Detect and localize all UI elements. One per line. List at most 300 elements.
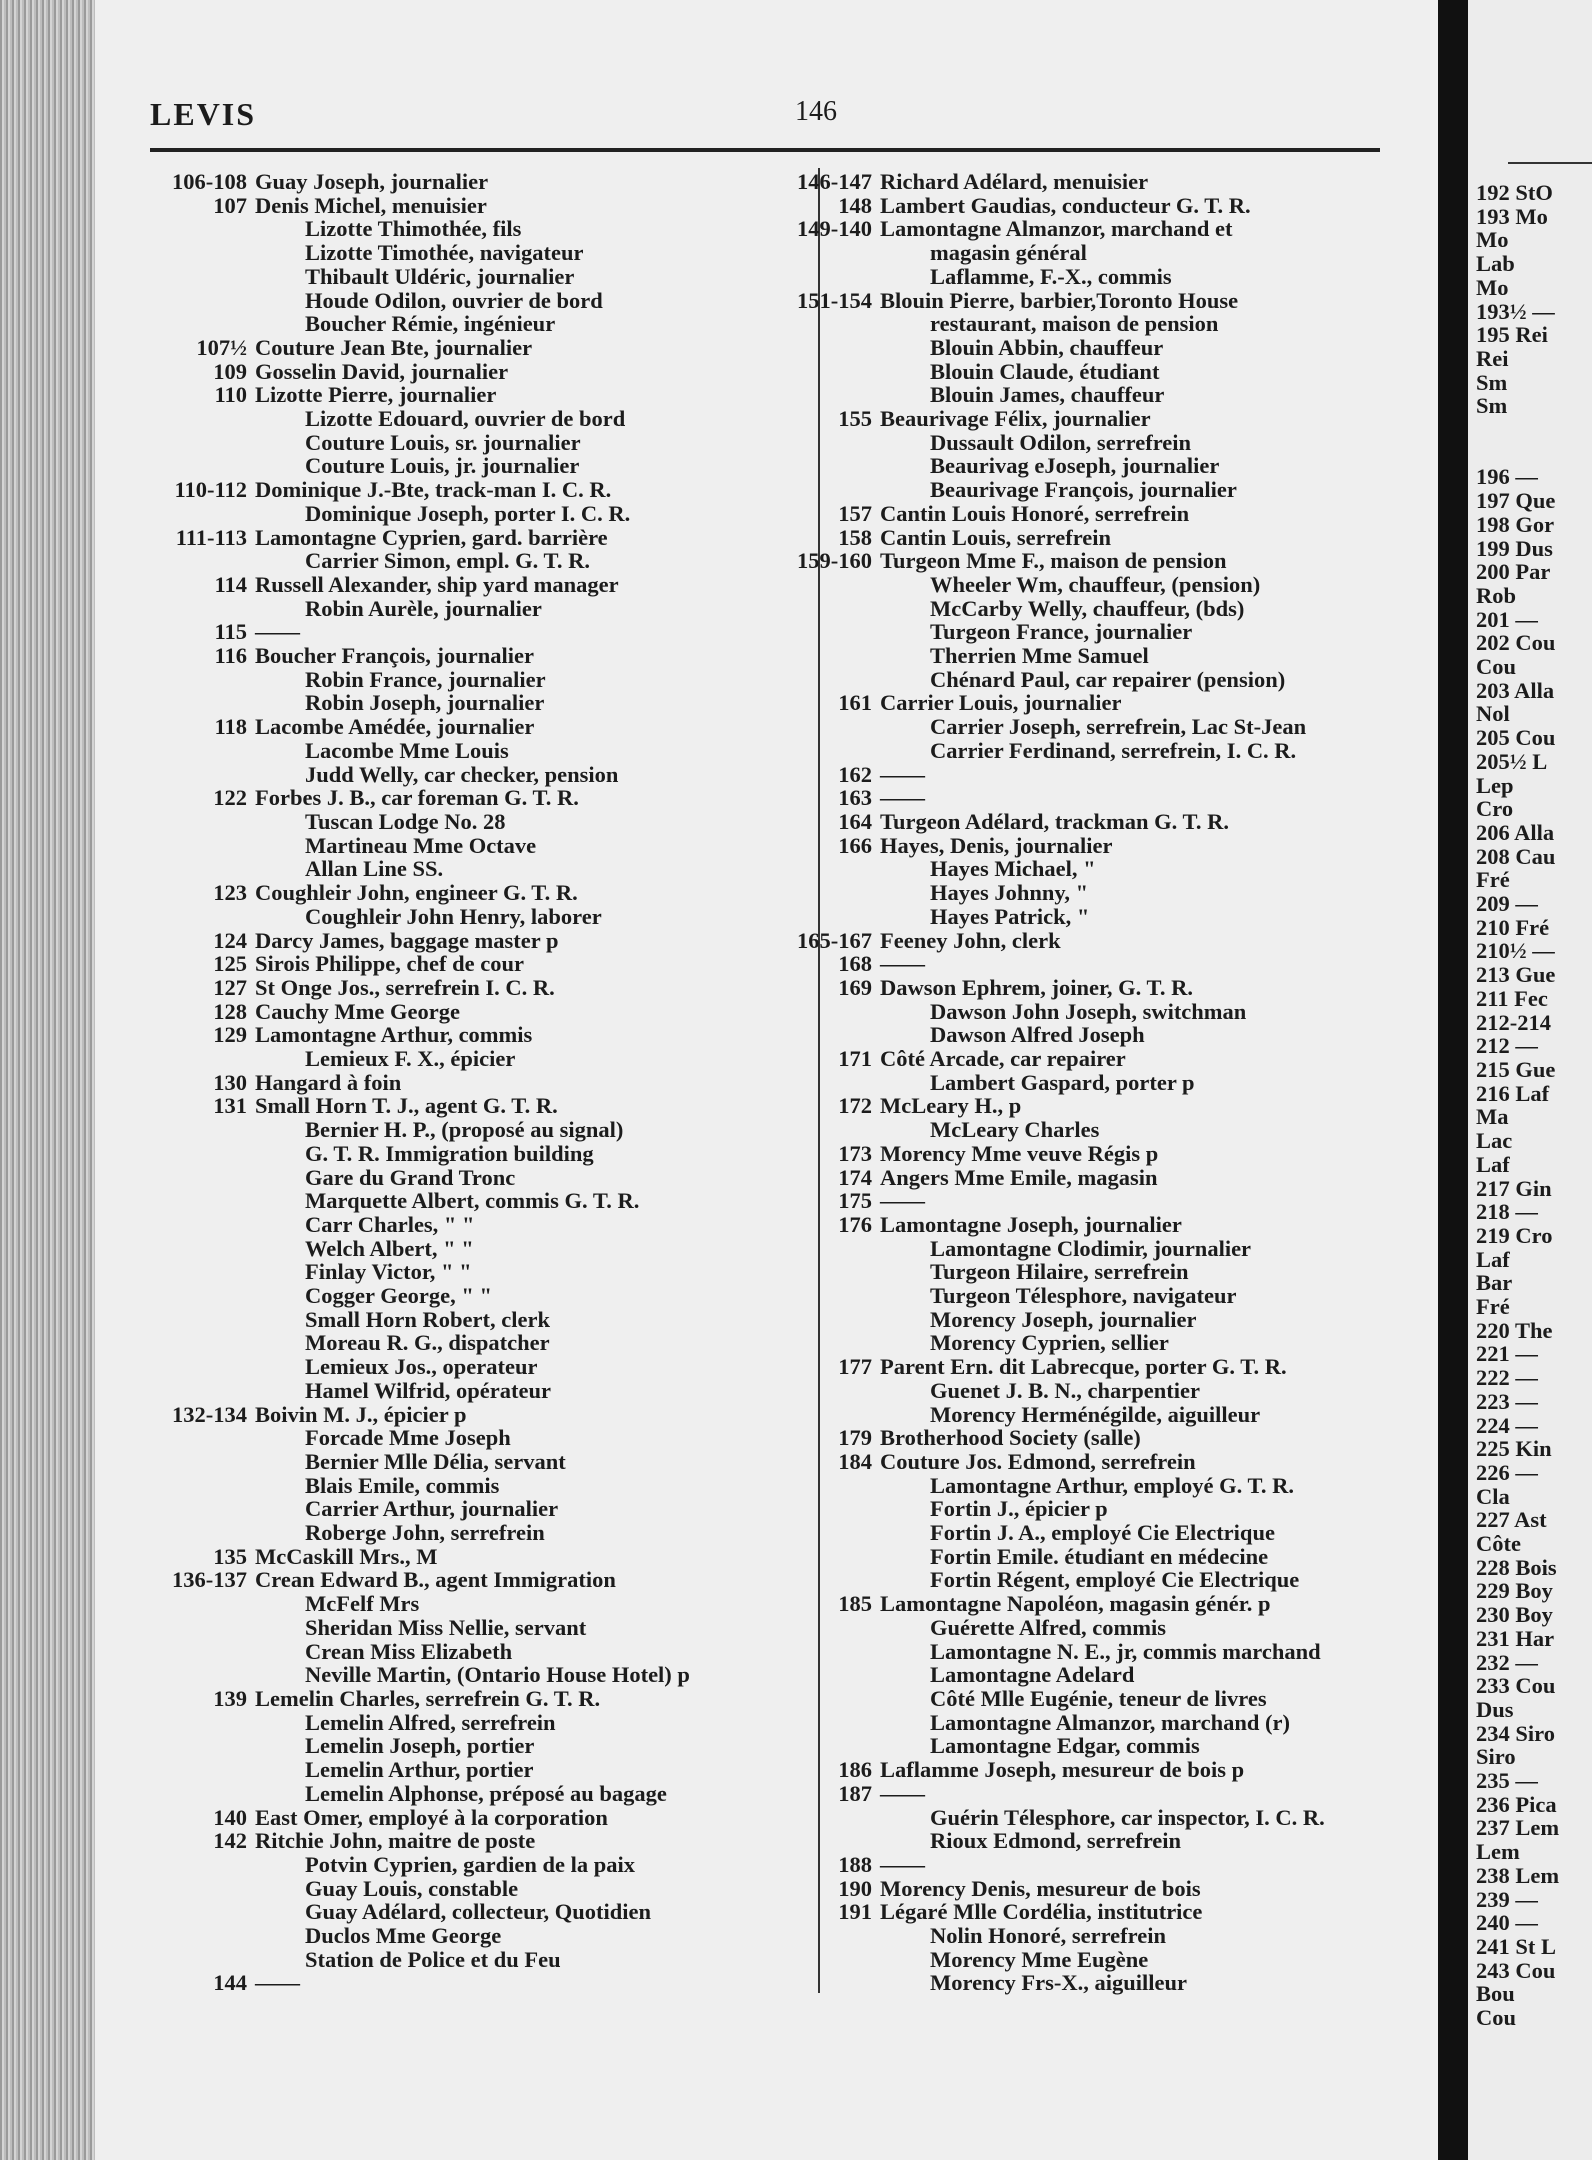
facing-page-entry: 219 Cro [1476, 1222, 1553, 1248]
entry-text: Moreau R. G., dispatcher [305, 1330, 550, 1356]
entry-text: Morency Herménégilde, aiguilleur [930, 1401, 1261, 1427]
entry-text: Hayes Michael, " [930, 856, 1096, 882]
directory-entry [255, 454, 815, 478]
entry-text: Sheridan Miss Nellie, servant [305, 1614, 587, 1640]
directory-entry [255, 1331, 815, 1355]
entry-text: Lizotte Timothée, navigateur [305, 240, 584, 266]
directory-entry [213, 1022, 815, 1048]
facing-page-entry: 208 Cau [1476, 843, 1556, 869]
directory-entry [214, 643, 815, 669]
directory-entry [838, 500, 1440, 526]
entry-text: Lemieux Jos., operateur [305, 1354, 538, 1380]
directory-entry [255, 1758, 815, 1782]
entry-text: Beaurivage François, journalier [930, 477, 1237, 503]
entry-text: Laflamme Joseph, mesureur de bois p [880, 1757, 1245, 1783]
street-number: 115 [214, 619, 247, 645]
facing-page-entry: 213 Gue [1476, 962, 1556, 988]
facing-page-entry: 221 — [1476, 1341, 1538, 1367]
facing-page-entry: 236 Pica [1476, 1791, 1557, 1817]
entry-text: Robin Aurèle, journalier [305, 595, 542, 621]
entry-text: Fortin J. A., employé Cie Electrique [930, 1520, 1275, 1546]
directory-entry [880, 1237, 1440, 1261]
entry-text: Carrier Ferdinand, serrefrein, I. C. R. [930, 737, 1297, 763]
street-number: 159-160 [797, 548, 872, 574]
directory-entry [880, 597, 1440, 621]
entry-text: Lacombe Amédée, journalier [255, 714, 535, 740]
entry-text: restaurant, maison de pension [930, 311, 1219, 337]
directory-entry [797, 548, 1440, 574]
entry-text: Morency Joseph, journalier [930, 1306, 1197, 1332]
street-number: 106-108 [172, 169, 247, 194]
entry-text: Rioux Edmond, serrefrein [930, 1828, 1182, 1854]
entry-text: Boivin M. J., épicier p [255, 1401, 467, 1427]
street-number: 136-137 [172, 1567, 247, 1593]
entry-text: McCarby Welly, chauffeur, (bds) [930, 595, 1245, 621]
facing-page-entry: Siro [1476, 1744, 1516, 1770]
directory-entry [838, 192, 1440, 218]
directory-entry [255, 1853, 815, 1877]
facing-page-entry: 195 Rei [1476, 322, 1548, 348]
directory-entry [880, 739, 1440, 763]
facing-page-entry: 230 Boy [1476, 1602, 1553, 1628]
directory-entry [880, 881, 1440, 905]
entry-text: Carr Charles, " " [305, 1211, 475, 1237]
facing-page-entry: 224 — [1476, 1412, 1538, 1438]
directory-entry [255, 407, 815, 431]
directory-entry [880, 1023, 1440, 1047]
entry-text: Cauchy Mme George [255, 998, 460, 1024]
entry-text: Côté Arcade, car repairer [880, 1046, 1126, 1072]
street-number: 191 [838, 1899, 872, 1925]
directory-entry [797, 927, 1440, 953]
directory-entry [255, 549, 815, 573]
entry-text: Small Horn Robert, clerk [305, 1306, 550, 1332]
directory-entry [213, 1093, 815, 1119]
directory-entry [172, 1567, 815, 1593]
directory-entry [880, 1545, 1440, 1569]
entry-text: Guay Adélard, collecteur, Quotidien [305, 1899, 652, 1925]
directory-entry [880, 1568, 1440, 1592]
street-number: 165-167 [797, 927, 872, 953]
facing-page-entries [1476, 181, 1559, 2030]
directory-entry [880, 1971, 1440, 1995]
facing-page-entry: 198 Gor [1476, 511, 1555, 537]
street-number: 168 [838, 951, 872, 977]
street-number: 132-134 [172, 1401, 247, 1427]
book-page-edges [0, 0, 95, 2160]
entry-text: Coughleir John Henry, laborer [305, 903, 602, 929]
entry-text: Bernier Mlle Délia, servant [305, 1448, 566, 1474]
street-number: 175 [838, 1188, 872, 1214]
entry-text: Boucher Rémie, ingénieur [305, 311, 556, 337]
directory-entry [255, 668, 815, 692]
entry-text: Dawson John Joseph, switchman [930, 998, 1247, 1024]
directory-entry [880, 1000, 1440, 1024]
entry-text: Beaurivag eJoseph, journalier [930, 453, 1220, 479]
street-number: 158 [838, 524, 872, 550]
facing-page-entry: 220 The [1476, 1317, 1553, 1343]
street-number: 114 [214, 571, 247, 597]
directory-entry [838, 974, 1440, 1000]
directory-entry [838, 1046, 1440, 1072]
entry-text: Lamontagne N. E., jr, commis marchand [930, 1638, 1321, 1664]
street-number: 176 [838, 1211, 872, 1237]
facing-page-entry: 217 Gin [1476, 1175, 1552, 1201]
street-number: 110 [214, 382, 247, 408]
entry-text: Hangard à foin [255, 1069, 402, 1095]
street-number: 107½ [196, 334, 247, 360]
facing-page-entry [1476, 418, 1559, 442]
entry-text: Lamontagne Almanzor, marchand (r) [930, 1709, 1290, 1735]
directory-entry [213, 785, 815, 811]
facing-page-fragment [1468, 0, 1592, 2160]
directory-entry [255, 834, 815, 858]
street-number: 179 [838, 1425, 872, 1451]
entry-text: Martineau Mme Octave [305, 832, 537, 858]
entry-text: Blouin Pierre, barbier,Toronto House [880, 287, 1239, 313]
entry-text: Lemelin Charles, serrefrein G. T. R. [255, 1686, 601, 1711]
directory-entry [255, 502, 815, 526]
entry-text: Russell Alexander, ship yard manager [255, 571, 619, 597]
facing-page-entry: 229 Boy [1476, 1578, 1553, 1604]
facing-page-entry: Sm [1476, 369, 1508, 395]
directory-entry [880, 668, 1440, 692]
directory-entry [880, 360, 1440, 384]
entry-text: Gosselin David, journalier [255, 358, 509, 384]
entry-text: —— [255, 1970, 300, 1996]
street-number: 149-140 [797, 216, 872, 242]
entry-text: Lamontagne Arthur, commis [255, 1022, 533, 1048]
entry-text: Lacombe Mme Louis [305, 737, 509, 763]
entry-text: Lamontagne Almanzor, marchand et [880, 216, 1233, 242]
entry-text: Blouin Abbin, chauffeur [930, 334, 1164, 360]
entry-text: Côté Mlle Eugénie, teneur de livres [930, 1686, 1267, 1711]
street-number: 148 [838, 192, 872, 218]
directory-entry [880, 620, 1440, 644]
entry-text: Lamontagne Adelard [930, 1662, 1135, 1688]
entry-text: Robin Joseph, journalier [305, 690, 545, 716]
facing-page-entry: Bar [1476, 1270, 1513, 1296]
directory-entry [174, 477, 815, 503]
entry-text: Lemelin Alphonse, préposé au bagage [305, 1780, 667, 1806]
entry-text: Robin France, journalier [305, 666, 546, 692]
street-number: 118 [214, 714, 247, 740]
entry-text: Hayes Johnny, " [930, 880, 1089, 906]
street-number: 109 [213, 358, 247, 384]
facing-page-entry: Fré [1476, 867, 1510, 893]
facing-page-entry: 223 — [1476, 1388, 1538, 1414]
entry-text: Allan Line SS. [305, 856, 444, 882]
directory-entry [255, 1474, 815, 1498]
directory-column-right [797, 169, 1440, 1996]
street-number: 111-113 [175, 524, 247, 550]
street-number: 185 [838, 1591, 872, 1617]
entry-text: Blouin Claude, étudiant [930, 358, 1160, 384]
facing-page-entry: Laf [1476, 1246, 1510, 1272]
facing-page-entry: 212 — [1476, 1033, 1538, 1059]
directory-entry [213, 927, 815, 953]
directory-entry [880, 1497, 1440, 1521]
street-number: 184 [838, 1448, 872, 1474]
directory-entry [175, 524, 815, 550]
directory-entry [880, 336, 1440, 360]
directory-entry [255, 739, 815, 763]
directory-entry [880, 1331, 1440, 1355]
entry-text: Gare du Grand Tronc [305, 1164, 516, 1190]
entry-text: Feeney John, clerk [880, 927, 1061, 953]
facing-page-entry: Lab [1476, 251, 1515, 277]
entry-text: Bernier H. P., (proposé au signal) [305, 1117, 624, 1143]
entry-text: Forbes J. B., car foreman G. T. R. [255, 785, 579, 811]
facing-page-entry: 205 Cou [1476, 725, 1556, 751]
directory-entry [880, 1687, 1440, 1711]
directory-entry [255, 1118, 815, 1142]
street-number: 140 [213, 1804, 247, 1830]
entry-text: Lamontagne Cyprien, gard. barrière [255, 524, 608, 550]
facing-page-entry: Laf [1476, 1151, 1510, 1177]
facing-page-entry: 225 Kin [1476, 1436, 1552, 1462]
directory-entry [255, 1616, 815, 1640]
street-number: 162 [838, 761, 872, 787]
entry-text: —— [880, 1851, 925, 1877]
entry-text: Sirois Philippe, chef de cour [255, 951, 524, 977]
facing-page-entry: Cla [1476, 1483, 1510, 1509]
directory-entry [880, 1474, 1440, 1498]
entry-text: magasin général [930, 240, 1087, 266]
directory-entry [255, 1640, 815, 1664]
directory-column-left [172, 169, 815, 1996]
directory-entry [255, 1355, 815, 1379]
facing-page-entry: 234 Siro [1476, 1720, 1555, 1746]
entry-text: Fortin Emile. étudiant en médecine [930, 1543, 1269, 1569]
facing-page-entry: 210 Fré [1476, 914, 1550, 940]
entry-text: Station de Police et du Feu [305, 1946, 561, 1972]
entry-text: Duclos Mme George [305, 1923, 502, 1949]
street-number: 157 [838, 500, 872, 526]
facing-page-entry: 233 Cou [1476, 1673, 1556, 1699]
entry-text: Hamel Wilfrid, opérateur [305, 1377, 552, 1403]
facing-page-entry: Rei [1476, 345, 1509, 371]
entry-text: Turgeon Adélard, trackman G. T. R. [880, 808, 1229, 834]
facing-page-entry: 239 — [1476, 1886, 1538, 1912]
entry-text: Lamontagne Napoléon, magasin génér. p [880, 1591, 1271, 1617]
street-number: 186 [838, 1757, 872, 1783]
directory-entry [255, 1782, 815, 1806]
directory-entry [255, 1521, 815, 1545]
facing-page-entry: Nol [1476, 701, 1510, 727]
facing-page-entry: Ma [1476, 1104, 1509, 1130]
entry-text: Cantin Louis Honoré, serrefrein [880, 500, 1190, 526]
facing-page-entry: Cro [1476, 796, 1514, 822]
facing-page-entry: 212-214 [1476, 1009, 1551, 1035]
entry-text: Finlay Victor, " " [305, 1259, 472, 1285]
directory-entry [797, 169, 1440, 194]
facing-page-entry: 196 — [1476, 464, 1538, 490]
street-number: 144 [213, 1970, 247, 1996]
facing-page-entry: 202 Cou [1476, 630, 1556, 656]
street-number: 127 [213, 974, 247, 1000]
street-number: 110-112 [174, 477, 247, 503]
directory-entry [797, 287, 1440, 313]
facing-page-entry: Cou [1476, 654, 1517, 680]
entry-text: Guérin Télesphore, car inspector, I. C. R. [930, 1804, 1325, 1830]
directory-entry [880, 1806, 1440, 1830]
facing-page-entry: 218 — [1476, 1199, 1538, 1225]
directory-entry [838, 1780, 1440, 1806]
entry-text: Dussault Odilon, serrefrein [930, 429, 1192, 455]
street-number: 177 [838, 1354, 872, 1380]
facing-page-entry: Mo [1476, 274, 1509, 300]
directory-entry [255, 1237, 815, 1261]
facing-page-entry: Cou [1476, 2005, 1517, 2031]
facing-page-entry: Côte [1476, 1531, 1521, 1557]
street-number: 131 [213, 1093, 247, 1119]
directory-entry [838, 808, 1440, 834]
street-number: 146-147 [797, 169, 872, 194]
directory-entry [838, 761, 1440, 787]
directory-entry [880, 644, 1440, 668]
directory-entry [255, 597, 815, 621]
street-number: 173 [838, 1140, 872, 1166]
directory-entry [880, 1948, 1440, 1972]
directory-entry [213, 192, 815, 218]
entry-text: —— [880, 785, 925, 811]
entry-text: Chénard Paul, car repairer (pension) [930, 666, 1286, 692]
entry-text: Carrier Louis, journalier [880, 690, 1122, 716]
facing-page-entry: 231 Har [1476, 1625, 1555, 1651]
directory-entry [880, 1284, 1440, 1308]
facing-page-entry: 216 Laf [1476, 1080, 1550, 1106]
facing-page-entry: Sm [1476, 393, 1508, 419]
directory-entry [255, 241, 815, 265]
entry-text: Couture Jos. Edmond, serrefrein [880, 1448, 1196, 1474]
entry-text: Coughleir John, engineer G. T. R. [255, 880, 578, 906]
street-number: 155 [838, 406, 872, 432]
entry-text: Couture Louis, sr. journalier [305, 429, 581, 455]
directory-entry [838, 832, 1440, 858]
street-number: 166 [838, 832, 872, 858]
entry-text: Marquette Albert, commis G. T. R. [305, 1188, 640, 1214]
facing-page-entry: 227 Ast [1476, 1507, 1547, 1533]
directory-entry [213, 1828, 815, 1854]
street-number: 116 [214, 643, 247, 669]
directory-entry [172, 169, 815, 194]
entry-text: Dawson Alfred Joseph [930, 1022, 1145, 1048]
entry-text: Carrier Arthur, journalier [305, 1496, 559, 1522]
facing-page-entry: 206 Alla [1476, 819, 1555, 845]
header-rule [150, 148, 1380, 152]
entry-text: Dawson Ephrem, joiner, G. T. R. [880, 974, 1193, 1000]
entry-text: Cantin Louis, serrefrein [880, 524, 1112, 550]
entry-text: Denis Michel, menuisier [255, 192, 487, 218]
directory-entry [255, 1877, 815, 1901]
directory-entry [213, 1970, 815, 1996]
directory-entry [255, 905, 815, 929]
directory-entry [880, 454, 1440, 478]
entry-text: Small Horn T. J., agent G. T. R. [255, 1093, 558, 1119]
entry-text: East Omer, employé à la corporation [255, 1804, 608, 1830]
directory-entry [880, 1118, 1440, 1142]
street-number: 171 [838, 1046, 872, 1072]
entry-text: Dominique J.-Bte, track-man I. C. R. [255, 477, 612, 503]
entry-text: Morency Mme veuve Régis p [880, 1140, 1159, 1166]
directory-entry [880, 1711, 1440, 1735]
directory-entry [880, 241, 1440, 265]
directory-entry [255, 312, 815, 336]
directory-entry [838, 1140, 1440, 1166]
directory-entry [213, 1543, 815, 1569]
street-number: 139 [213, 1686, 247, 1711]
facing-page-entry: Fré [1476, 1294, 1510, 1320]
directory-entry [838, 524, 1440, 550]
directory-entry [255, 1308, 815, 1332]
facing-page-entry: 197 Que [1476, 488, 1556, 514]
entry-text: McFelf Mrs [305, 1591, 420, 1617]
directory-entry [838, 1851, 1440, 1877]
facing-page-rule [1508, 162, 1592, 164]
entry-text: Parent Ern. dit Labrecque, porter G. T. R. [880, 1354, 1287, 1380]
facing-page-entry: 201 — [1476, 606, 1538, 632]
directory-entry [214, 619, 815, 645]
entry-text: Lizotte Edouard, ouvrier de bord [305, 406, 626, 432]
directory-entry [213, 1686, 815, 1711]
directory-entry [255, 1379, 815, 1403]
entry-text: Boucher François, journalier [255, 643, 534, 669]
directory-entry [880, 1379, 1440, 1403]
facing-page-entry: 193 Mo [1476, 203, 1548, 229]
entry-text: Turgeon France, journalier [930, 619, 1193, 645]
directory-entry [255, 1426, 815, 1450]
street-number: 122 [213, 785, 247, 811]
directory-entry [255, 1450, 815, 1474]
entry-text: Lamontagne Clodimir, journalier [930, 1235, 1252, 1261]
facing-page-entry: 222 — [1476, 1365, 1538, 1391]
facing-page-entry: 232 — [1476, 1649, 1538, 1675]
directory-entry [214, 714, 815, 740]
facing-page-entry: Rob [1476, 582, 1517, 608]
directory-entry [255, 1213, 815, 1237]
entry-text: Darcy James, baggage master p [255, 927, 559, 953]
entry-text: Morency Denis, mesureur de bois [880, 1875, 1201, 1901]
facing-page-entry: 226 — [1476, 1459, 1538, 1485]
directory-entry [838, 1093, 1440, 1119]
street-number: 125 [213, 951, 247, 977]
directory-entry [255, 1047, 815, 1071]
entry-text: Lemelin Arthur, portier [305, 1757, 534, 1783]
directory-entry [255, 810, 815, 834]
facing-page-entry: 241 St L [1476, 1934, 1557, 1959]
entry-text: Guay Joseph, journalier [255, 169, 489, 194]
entry-text: McLeary Charles [930, 1117, 1100, 1143]
directory-entry [880, 383, 1440, 407]
entry-text: Nolin Honoré, serrefrein [930, 1923, 1166, 1949]
entry-text: Guérette Alfred, commis [930, 1614, 1166, 1640]
entry-text: Lambert Gaspard, porter p [930, 1069, 1195, 1095]
entry-text: Guenet J. B. N., charpentier [930, 1377, 1200, 1403]
street-number: 135 [213, 1543, 247, 1569]
facing-page-entry: Mo [1476, 227, 1509, 253]
directory-entry [255, 1711, 815, 1735]
entry-text: Carrier Simon, empl. G. T. R. [305, 548, 590, 574]
street-number: 130 [213, 1069, 247, 1095]
entry-text: Tuscan Lodge No. 28 [305, 808, 506, 834]
directory-entry [255, 265, 815, 289]
facing-page-entry: Dus [1476, 1696, 1514, 1722]
entry-text: Lamontagne Arthur, employé G. T. R. [930, 1472, 1294, 1498]
facing-page-entry: 203 Alla [1476, 677, 1555, 703]
facing-page-entry: 199 Dus [1476, 535, 1553, 561]
entry-text: —— [880, 761, 925, 787]
